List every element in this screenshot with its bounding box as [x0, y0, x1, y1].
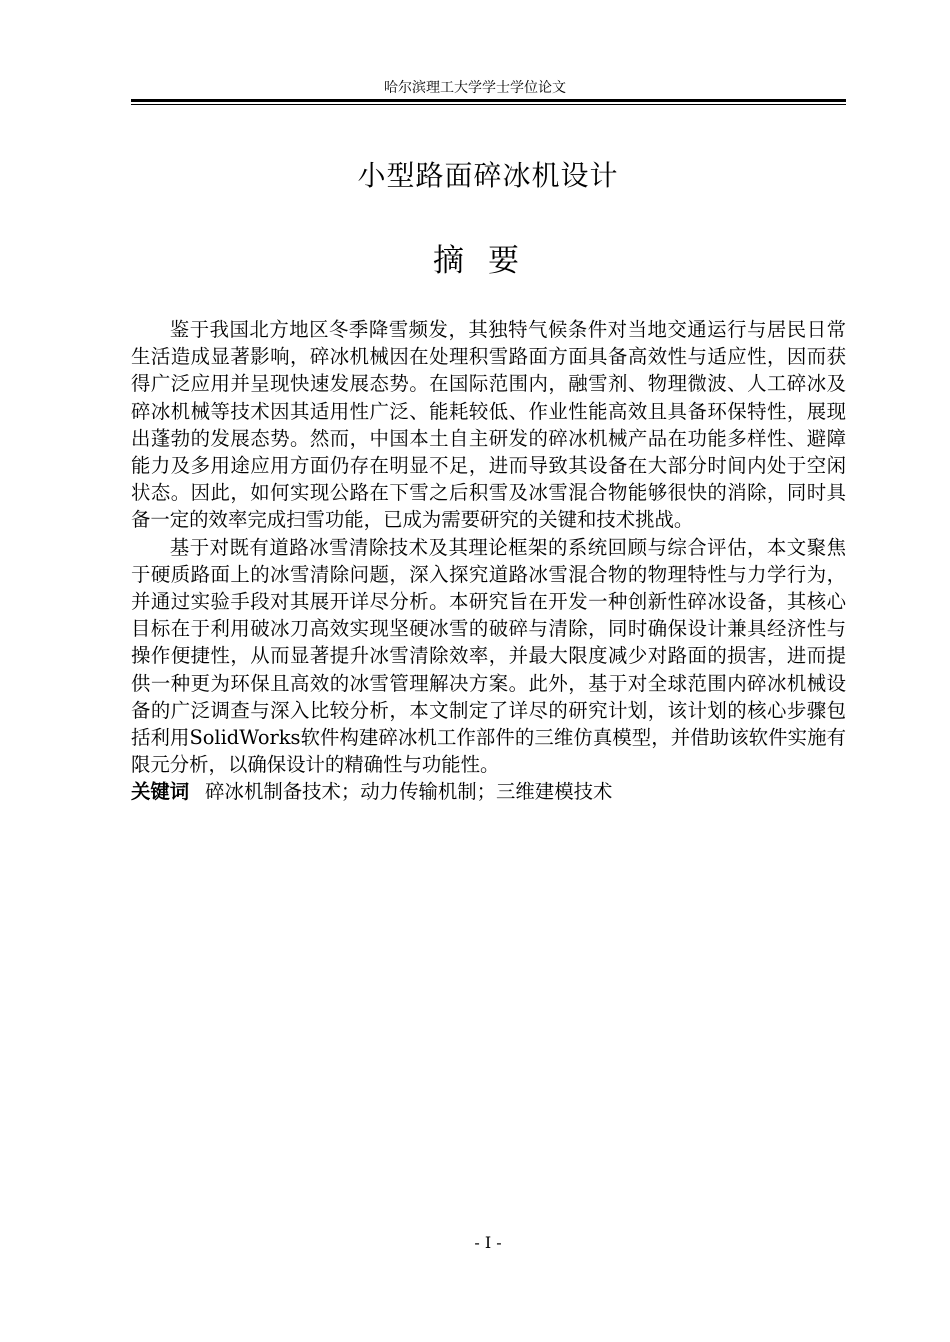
abstract-body	[131, 316, 846, 806]
abstract-paragraph-1: 鉴于我国北方地区冬季降雪频发，其独特气候条件对当地交通运行与居民日常生活造成显著影响，碎冰机械因在处理积雪路面方面具备高效性与适应性，因而获得广泛应用并呈现快速发展态势。在国际范围内，融雪剂、物理微波、人工碎冰及碎冰机械等技术因其适用性广泛、能耗较低、作业性能高效且具备环保特性，展现出蓬勃的发展态势。然而，中国本土自主研发的碎冰机械产品在功能多样性、避障能力及多用途应用方面仍存在明显不足，进而导致其设备在大部分时间内处于空闲状态。因此，如何实现公路在下雪之后积雪及冰雪混合物能够很快的消除，同时具备一定的效率完成扫雪功能，已成为需要研究的关键和技术挑战。	[131, 318, 846, 532]
document-title: 小型路面碎冰机设计	[357, 159, 619, 192]
keywords-line	[131, 778, 846, 805]
page-number: - I -	[474, 1233, 502, 1252]
abstract-paragraph-2: 基于对既有道路冰雪清除技术及其理论框架的系统回顾与综合评估，本文聚焦于硬质路面上的冰雪清除问题，深入探究道路冰雪混合物的物理特性与力学行为，并通过实验手段对其展开详尽分析。本研究旨在开发一种创新性碎冰设备，其核心目标在于利用破冰刀高效实现坚硬冰雪的破碎与清除，同时确保设计兼具经济性与操作便捷性，从而显著提升冰雪清除效率，并最大限度减少对路面的损害，进而提供一种更为环保且高效的冰雪管理解决方案。此外，基于对全球范围内碎冰机械设备的广泛调查与深入比较分析，本文制定了详尽的研究计划，该计划的核心步骤包括利用SolidWorks软件构建碎冰机工作部件的三维仿真模型，并借助该软件实施有限元分析，以确保设计的精确性与功能性。	[131, 535, 846, 777]
running-header: 哈尔滨理工大学学士学位论文	[384, 80, 566, 96]
keywords-label: 关键词	[131, 780, 190, 804]
header-rule-thick	[131, 99, 846, 102]
keywords-value: 碎冰机制备技术；动力传输机制；三维建模技术	[205, 780, 613, 804]
abstract-heading: 摘要	[433, 243, 543, 279]
header-rule-thin	[131, 104, 846, 105]
